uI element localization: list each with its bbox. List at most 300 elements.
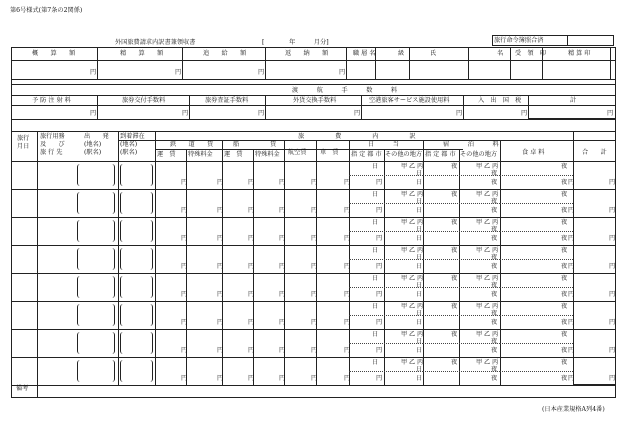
yen-mark: 円 bbox=[311, 291, 318, 298]
yen-mark: 円 bbox=[181, 263, 188, 270]
lodging-night-2: 夜 bbox=[491, 338, 498, 345]
row-line bbox=[11, 273, 616, 274]
meal-night: 夜 bbox=[561, 191, 568, 198]
header-settle-seal: 精 算 印 bbox=[568, 50, 591, 57]
daily-otsu: 乙 bbox=[409, 219, 416, 226]
lodging-night-2: 夜 bbox=[491, 282, 498, 289]
yen-mark: 円 bbox=[279, 179, 286, 186]
lodging-night-3: 夜 bbox=[491, 291, 498, 298]
meal-night: 夜 bbox=[561, 275, 568, 282]
yen-mark: 円 bbox=[376, 347, 383, 354]
dotted-line bbox=[423, 259, 500, 260]
expenses-title: 旅 費 内 訳 bbox=[298, 133, 416, 140]
top-col-line bbox=[182, 47, 183, 79]
daily-label: 日 当 bbox=[368, 141, 399, 148]
fees-header-line bbox=[11, 105, 616, 106]
yen-mark: 円 bbox=[376, 319, 383, 326]
daily-day-3: 日 bbox=[416, 291, 423, 298]
dotted-line bbox=[349, 343, 423, 344]
yen-mark: 円 bbox=[609, 347, 616, 354]
yen-mark: 円 bbox=[568, 263, 575, 270]
meal-night-2: 夜 bbox=[561, 179, 568, 186]
lodging-otsu: 乙 bbox=[484, 247, 491, 254]
lodging-ko: 甲 bbox=[476, 163, 483, 170]
yen-mark: 円 bbox=[344, 235, 351, 242]
top-col-line bbox=[346, 47, 347, 79]
daily-otsu: 乙 bbox=[409, 163, 416, 170]
fee-airport: 空港旅客サービス施設使用料 bbox=[369, 97, 450, 104]
meal-night-2: 夜 bbox=[561, 291, 568, 298]
header-rank: 職 層 名 bbox=[353, 50, 376, 57]
fees-top-line bbox=[11, 84, 616, 85]
daily-day: 日 bbox=[372, 331, 379, 338]
air-label: 航空賃 bbox=[288, 149, 307, 156]
form-number: 第6号様式(第7条の2関係) bbox=[10, 7, 83, 14]
yen-mark: 円 bbox=[568, 179, 575, 186]
fees-title: 渡 航 手 数 料 bbox=[292, 87, 398, 94]
route-label-1: 旅行用務 bbox=[40, 133, 65, 140]
meal-night: 夜 bbox=[561, 303, 568, 310]
lodging-night-2: 夜 bbox=[491, 226, 498, 233]
yen-mark: 円 bbox=[376, 263, 383, 270]
yen-mark: 円 bbox=[344, 347, 351, 354]
detail-header-bottom bbox=[11, 161, 616, 162]
header-additional: 追 給 額 bbox=[203, 50, 247, 57]
daily-ko: 甲 bbox=[401, 191, 408, 198]
arrive-col-line bbox=[118, 131, 119, 385]
fees-col-line bbox=[189, 95, 190, 119]
lodging-night-3: 夜 bbox=[491, 235, 498, 242]
yen-mark: 円 bbox=[311, 263, 318, 270]
lodging-hei: 丙 bbox=[492, 247, 499, 254]
daily-split-line bbox=[384, 149, 385, 385]
top-col-line bbox=[97, 47, 98, 79]
lodging-otsu: 乙 bbox=[484, 359, 491, 366]
dotted-line bbox=[500, 315, 573, 316]
daily-city-label: 指 定 都 市 bbox=[351, 151, 382, 158]
meal-night-2: 夜 bbox=[561, 347, 568, 354]
col bbox=[155, 140, 156, 385]
daily-day-2: 日 bbox=[416, 198, 423, 205]
depart-bracket bbox=[77, 220, 115, 242]
lodging-otsu: 乙 bbox=[484, 275, 491, 282]
yen-mark: 円 bbox=[609, 375, 616, 382]
daily-day-2: 日 bbox=[416, 170, 423, 177]
yen-mark: 円 bbox=[344, 319, 351, 326]
depart-bracket bbox=[77, 164, 115, 186]
arrive-bracket bbox=[120, 164, 153, 186]
yen-mark: 円 bbox=[217, 347, 224, 354]
lodging-ko: 甲 bbox=[476, 359, 483, 366]
dotted-line bbox=[349, 287, 423, 288]
daily-day: 日 bbox=[372, 219, 379, 226]
yen-mark: 円 bbox=[181, 207, 188, 214]
yen-mark: 円 bbox=[279, 375, 286, 382]
lodging-hei: 丙 bbox=[492, 191, 499, 198]
dotted-line bbox=[500, 259, 573, 260]
meal-night-2: 夜 bbox=[561, 319, 568, 326]
yen-mark: 円 bbox=[568, 375, 575, 382]
lodging-other-label: その他の地方 bbox=[460, 151, 498, 158]
daily-ko: 甲 bbox=[401, 275, 408, 282]
arrive-label-2: (地名) bbox=[120, 141, 138, 148]
yen-mark: 円 bbox=[258, 69, 265, 76]
lodging-hei: 丙 bbox=[492, 359, 499, 366]
daily-hei: 丙 bbox=[417, 331, 424, 338]
lodging-night: 夜 bbox=[451, 275, 458, 282]
yen-mark: 円 bbox=[376, 375, 383, 382]
header-receipt-seal: 受 領 印 bbox=[515, 50, 546, 57]
dotted-line bbox=[349, 175, 423, 176]
fees-col-line bbox=[97, 95, 98, 119]
lodging-otsu: 乙 bbox=[484, 191, 491, 198]
lodging-night: 夜 bbox=[451, 359, 458, 366]
yen-mark: 円 bbox=[248, 291, 255, 298]
lodging-ko: 甲 bbox=[476, 191, 483, 198]
daily-day-2: 日 bbox=[416, 254, 423, 261]
yen-mark: 円 bbox=[248, 319, 255, 326]
meal-night: 夜 bbox=[561, 219, 568, 226]
yen-mark: 円 bbox=[609, 263, 616, 270]
yen-mark: 円 bbox=[339, 69, 346, 76]
arrive-bracket bbox=[120, 220, 153, 242]
top-col-line bbox=[468, 47, 469, 79]
yen-mark: 円 bbox=[248, 179, 255, 186]
yen-mark: 円 bbox=[456, 110, 463, 117]
yen-mark: 円 bbox=[311, 319, 318, 326]
dotted-line bbox=[423, 287, 500, 288]
daily-day-3: 日 bbox=[416, 347, 423, 354]
daily-day: 日 bbox=[372, 163, 379, 170]
daily-day: 日 bbox=[372, 359, 379, 366]
lodging-ko: 甲 bbox=[476, 247, 483, 254]
detail-subheader-line-2 bbox=[155, 149, 463, 150]
fee-total: 計 bbox=[570, 97, 577, 104]
yen-mark: 円 bbox=[607, 110, 614, 117]
yen-mark: 円 bbox=[90, 110, 97, 117]
yen-mark: 円 bbox=[609, 291, 616, 298]
arrive-bracket bbox=[120, 360, 153, 382]
daily-otsu: 乙 bbox=[409, 359, 416, 366]
yen-mark: 円 bbox=[217, 375, 224, 382]
yen-mark: 円 bbox=[181, 291, 188, 298]
daily-day-3: 日 bbox=[416, 375, 423, 382]
arrive-bracket bbox=[120, 304, 153, 326]
yen-mark: 円 bbox=[609, 235, 616, 242]
lodging-night-3: 夜 bbox=[491, 179, 498, 186]
date-period: [ 年 月分] bbox=[262, 39, 329, 46]
ship-special-label: 特殊料金 bbox=[255, 151, 280, 158]
yen-mark: 円 bbox=[248, 207, 255, 214]
yen-mark: 円 bbox=[376, 291, 383, 298]
rail-label: 鉄 道 賃 bbox=[170, 141, 214, 148]
lodging-night-2: 夜 bbox=[491, 198, 498, 205]
yen-mark: 円 bbox=[181, 179, 188, 186]
depart-label-2: (地名) bbox=[84, 141, 102, 148]
dotted-line bbox=[500, 231, 573, 232]
fee-departure-tax: 入 出 国 税 bbox=[478, 97, 522, 104]
top-header-line bbox=[11, 60, 616, 61]
lodging-night: 夜 bbox=[451, 163, 458, 170]
form-title: 外国旅費請求内訳書兼領収書 bbox=[115, 39, 196, 46]
dotted-line bbox=[349, 203, 423, 204]
row-line bbox=[11, 357, 616, 358]
depart-bracket bbox=[77, 248, 115, 270]
yen-mark: 円 bbox=[175, 69, 182, 76]
date-label: 旅行 月日 bbox=[17, 135, 30, 150]
daily-otsu: 乙 bbox=[409, 247, 416, 254]
depart-bracket bbox=[77, 360, 115, 382]
daily-ko: 甲 bbox=[401, 359, 408, 366]
dotted-line bbox=[500, 175, 573, 176]
daily-hei: 丙 bbox=[417, 163, 424, 170]
yen-mark: 円 bbox=[344, 263, 351, 270]
yen-mark: 円 bbox=[90, 69, 97, 76]
daily-ko: 甲 bbox=[401, 219, 408, 226]
lodging-night: 夜 bbox=[451, 219, 458, 226]
yen-mark: 円 bbox=[248, 375, 255, 382]
yen-mark: 円 bbox=[376, 179, 383, 186]
daily-otsu: 乙 bbox=[409, 275, 416, 282]
yen-mark: 円 bbox=[217, 291, 224, 298]
yen-mark: 円 bbox=[181, 347, 188, 354]
yen-mark: 円 bbox=[568, 347, 575, 354]
lodging-night-3: 夜 bbox=[491, 319, 498, 326]
rail-special-label: 特殊料金 bbox=[188, 151, 213, 158]
lodging-otsu: 乙 bbox=[484, 331, 491, 338]
arrive-bracket bbox=[120, 248, 153, 270]
depart-bracket bbox=[77, 276, 115, 298]
yen-mark: 円 bbox=[217, 319, 224, 326]
daily-day-3: 日 bbox=[416, 235, 423, 242]
arrive-label-1: 到着滞在 bbox=[120, 133, 145, 140]
lodging-night: 夜 bbox=[451, 303, 458, 310]
lodging-hei: 丙 bbox=[492, 275, 499, 282]
lodging-ko: 甲 bbox=[476, 219, 483, 226]
lodging-hei: 丙 bbox=[492, 303, 499, 310]
daily-day-2: 日 bbox=[416, 310, 423, 317]
daily-hei: 丙 bbox=[417, 247, 424, 254]
yen-mark: 円 bbox=[609, 179, 616, 186]
lodging-hei: 丙 bbox=[492, 163, 499, 170]
depart-bracket bbox=[77, 332, 115, 354]
yen-mark: 円 bbox=[568, 319, 575, 326]
dotted-line bbox=[423, 175, 500, 176]
daily-day-3: 日 bbox=[416, 319, 423, 326]
fee-passport: 旅券交付手数料 bbox=[122, 97, 166, 104]
arrive-label-3: (駅名) bbox=[120, 149, 138, 156]
yen-mark: 円 bbox=[248, 347, 255, 354]
lodging-night: 夜 bbox=[451, 247, 458, 254]
order-label: 旅行命令簿照合済 bbox=[494, 37, 544, 44]
yen-mark: 円 bbox=[279, 319, 286, 326]
yen-mark: 円 bbox=[217, 235, 224, 242]
dotted-line bbox=[423, 231, 500, 232]
meal-night-2: 夜 bbox=[561, 207, 568, 214]
daily-otsu: 乙 bbox=[409, 303, 416, 310]
daily-day-3: 日 bbox=[416, 207, 423, 214]
yen-mark: 円 bbox=[568, 207, 575, 214]
lodging-night-2: 夜 bbox=[491, 170, 498, 177]
fee-vaccination: 予 防 注 射 料 bbox=[32, 97, 71, 104]
yen-mark: 円 bbox=[182, 110, 189, 117]
dotted-line bbox=[349, 231, 423, 232]
lodging-hei: 丙 bbox=[492, 219, 499, 226]
daily-other-label: その他の地方 bbox=[385, 151, 423, 158]
header-given-name: 名 bbox=[497, 50, 504, 57]
yen-mark: 円 bbox=[344, 179, 351, 186]
remarks-col-line bbox=[37, 385, 38, 398]
dotted-line bbox=[349, 259, 423, 260]
dotted-line bbox=[423, 315, 500, 316]
fee-exchange: 外貨交換手数料 bbox=[293, 97, 337, 104]
dotted-line bbox=[423, 343, 500, 344]
daily-day-3: 日 bbox=[416, 179, 423, 186]
total-label: 合 計 bbox=[582, 149, 607, 156]
daily-ko: 甲 bbox=[401, 163, 408, 170]
yen-mark: 円 bbox=[217, 263, 224, 270]
top-col-line bbox=[510, 47, 511, 79]
lodging-night-2: 夜 bbox=[491, 366, 498, 373]
header-settlement: 精 算 額 bbox=[120, 50, 164, 57]
row-line bbox=[11, 385, 616, 386]
col bbox=[423, 140, 424, 385]
footer-standard: (日本産業規格A列4番) bbox=[542, 406, 605, 413]
meal-night: 夜 bbox=[561, 163, 568, 170]
yen-mark: 円 bbox=[376, 235, 383, 242]
route-label-2: 及 び bbox=[40, 141, 65, 148]
yen-mark: 円 bbox=[279, 291, 286, 298]
yen-mark: 円 bbox=[279, 263, 286, 270]
yen-mark: 円 bbox=[279, 207, 286, 214]
daily-day: 日 bbox=[372, 275, 379, 282]
header-grade: 級 bbox=[398, 50, 405, 57]
yen-mark: 円 bbox=[217, 179, 224, 186]
meal-night-2: 夜 bbox=[561, 263, 568, 270]
yen-mark: 円 bbox=[376, 207, 383, 214]
top-bottom-line bbox=[11, 79, 616, 80]
yen-mark: 円 bbox=[311, 179, 318, 186]
dotted-line bbox=[423, 371, 500, 372]
daily-hei: 丙 bbox=[417, 275, 424, 282]
fees-col-line bbox=[361, 95, 362, 119]
daily-day-2: 日 bbox=[416, 226, 423, 233]
ship-fare-label: 運 賃 bbox=[224, 151, 243, 158]
daily-day-2: 日 bbox=[416, 282, 423, 289]
dotted-line bbox=[500, 203, 573, 204]
header-estimate: 概 算 額 bbox=[32, 50, 76, 57]
daily-ko: 甲 bbox=[401, 303, 408, 310]
rail-fare-label: 運 賃 bbox=[157, 151, 176, 158]
lodging-night-3: 夜 bbox=[491, 347, 498, 354]
lodging-otsu: 乙 bbox=[484, 219, 491, 226]
fees-total-box bbox=[528, 95, 616, 119]
daily-day: 日 bbox=[372, 247, 379, 254]
meal-night: 夜 bbox=[561, 247, 568, 254]
yen-mark: 円 bbox=[609, 319, 616, 326]
lodging-otsu: 乙 bbox=[484, 303, 491, 310]
yen-mark: 円 bbox=[181, 319, 188, 326]
top-col-line bbox=[610, 47, 611, 79]
top-col-line bbox=[265, 47, 266, 79]
detail-top-line bbox=[11, 131, 616, 132]
daily-hei: 丙 bbox=[417, 219, 424, 226]
yen-mark: 円 bbox=[181, 235, 188, 242]
meal-night: 夜 bbox=[561, 359, 568, 366]
lodging-otsu: 乙 bbox=[484, 163, 491, 170]
col bbox=[500, 140, 501, 385]
yen-mark: 円 bbox=[521, 110, 528, 117]
dotted-line bbox=[500, 371, 573, 372]
fees-col-line bbox=[265, 95, 266, 119]
yen-mark: 円 bbox=[568, 291, 575, 298]
daily-hei: 丙 bbox=[417, 303, 424, 310]
dotted-line bbox=[423, 203, 500, 204]
yen-mark: 円 bbox=[568, 235, 575, 242]
yen-mark: 円 bbox=[344, 207, 351, 214]
meal-night: 夜 bbox=[561, 331, 568, 338]
lodging-city-label: 指 定 都 市 bbox=[425, 151, 456, 158]
dotted-line bbox=[500, 287, 573, 288]
row-line bbox=[11, 329, 616, 330]
header-family-name: 氏 bbox=[430, 50, 437, 57]
lodging-hei: 丙 bbox=[492, 331, 499, 338]
yen-mark: 円 bbox=[311, 347, 318, 354]
daily-otsu: 乙 bbox=[409, 191, 416, 198]
lodging-ko: 甲 bbox=[476, 331, 483, 338]
yen-mark: 円 bbox=[248, 263, 255, 270]
daily-day-3: 日 bbox=[416, 263, 423, 270]
yen-mark: 円 bbox=[311, 375, 318, 382]
yen-mark: 円 bbox=[344, 375, 351, 382]
lodging-ko: 甲 bbox=[476, 275, 483, 282]
yen-mark: 円 bbox=[609, 207, 616, 214]
meal-label: 食 卓 料 bbox=[522, 149, 545, 156]
arrive-bracket bbox=[120, 276, 153, 298]
meal-night-2: 夜 bbox=[561, 375, 568, 382]
lodging-split-line bbox=[459, 149, 460, 385]
depart-label-1: 出 発 bbox=[84, 133, 109, 140]
yen-mark: 円 bbox=[181, 375, 188, 382]
yen-mark: 円 bbox=[344, 291, 351, 298]
row-line bbox=[11, 245, 616, 246]
fee-visa: 旅券査証手数料 bbox=[205, 97, 249, 104]
depart-label-3: (駅名) bbox=[84, 149, 102, 156]
lodging-night-3: 夜 bbox=[491, 375, 498, 382]
fees-col-line bbox=[463, 95, 464, 119]
daily-hei: 丙 bbox=[417, 359, 424, 366]
lodging-night-2: 夜 bbox=[491, 254, 498, 261]
order-box-divider bbox=[567, 35, 568, 46]
arrive-bracket bbox=[120, 192, 153, 214]
daily-day: 日 bbox=[372, 191, 379, 198]
lodging-night-3: 夜 bbox=[491, 263, 498, 270]
row-line bbox=[11, 189, 616, 190]
fees-title-line bbox=[11, 95, 616, 96]
depart-bracket bbox=[77, 192, 115, 214]
daily-day: 日 bbox=[372, 303, 379, 310]
row-line bbox=[11, 217, 616, 218]
yen-mark: 円 bbox=[248, 235, 255, 242]
arrive-bracket bbox=[120, 332, 153, 354]
lodging-ko: 甲 bbox=[476, 303, 483, 310]
yen-mark: 円 bbox=[217, 207, 224, 214]
top-col-line bbox=[409, 47, 410, 79]
dotted-line bbox=[349, 315, 423, 316]
lodging-label: 宿 泊 料 bbox=[443, 141, 499, 148]
fees-bottom-line bbox=[11, 119, 616, 120]
header-refund: 返 納 額 bbox=[285, 50, 329, 57]
